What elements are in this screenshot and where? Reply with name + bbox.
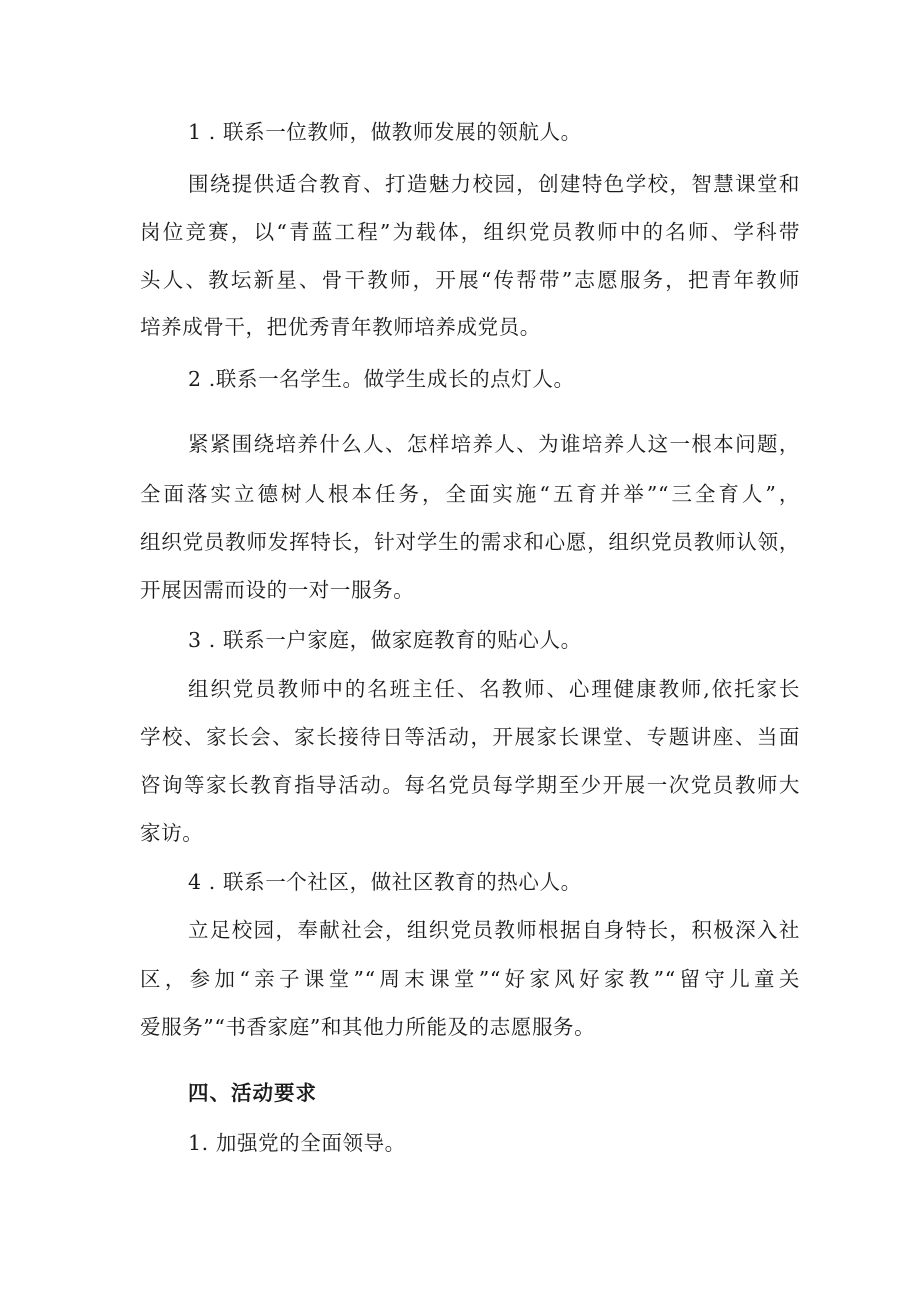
- item-heading-2: 2 .联系一名学生。做学生成长的点灯人。: [188, 367, 575, 391]
- paragraph-line: 围绕提供适合教育、打造魅力校园，创建特色学校，智慧课堂和: [188, 172, 800, 196]
- item-heading-3: 3 . 联系一户家庭，做家庭教育的贴心人。: [188, 628, 582, 652]
- paragraph-line: 岗位竞赛，以“青蓝工程”为载体，组织党员教师中的名师、学科带: [140, 220, 800, 244]
- paragraph-line: 紧紧围绕培养什么人、怎样培养人、为谁培养人这一根本问题，: [188, 432, 800, 456]
- paragraph-line: 立足校园，奉献社会，组织党员教师根据自身特长，积极深入社: [188, 918, 800, 942]
- paragraph-line: 学校、家长会、家长接待日等活动，开展家长课堂、专题讲座、当面: [140, 725, 800, 749]
- paragraph-line: 培养成骨干，把优秀青年教师培养成党员。: [140, 315, 541, 339]
- paragraph-line: 区，参加“亲子课堂”“周末课堂”“好家风好家教”“留守儿童关: [140, 967, 800, 991]
- paragraph-line: 全面落实立德树人根本任务，全面实施“五育并举”“三全育人”，: [140, 482, 800, 506]
- paragraph-line: 爱服务”“书香家庭”和其他力所能及的志愿服务。: [140, 1015, 596, 1039]
- paragraph-line: 开展因需而设的一对一服务。: [140, 578, 415, 602]
- list-item: 1. 加强党的全面领导。: [188, 1131, 406, 1155]
- item-heading-4: 4 . 联系一个社区，做社区教育的热心人。: [188, 870, 582, 894]
- section-title: 四、活动要求: [188, 1081, 317, 1105]
- paragraph-line: 头人、教坛新星、骨干教师，开展“传帮带”志愿服务，把青年教师: [140, 268, 800, 292]
- item-heading-1: 1 . 联系一位教师，做教师发展的领航人。: [188, 120, 582, 144]
- paragraph-line: 组织党员教师发挥特长，针对学生的需求和心愿，组织党员教师认领，: [140, 530, 800, 554]
- paragraph-line: 咨询等家长教育指导活动。每名党员每学期至少开展一次党员教师大: [140, 773, 800, 797]
- paragraph-line: 家访。: [140, 821, 204, 845]
- paragraph-line: 组织党员教师中的名班主任、名教师、心理健康教师,依托家长: [188, 677, 800, 701]
